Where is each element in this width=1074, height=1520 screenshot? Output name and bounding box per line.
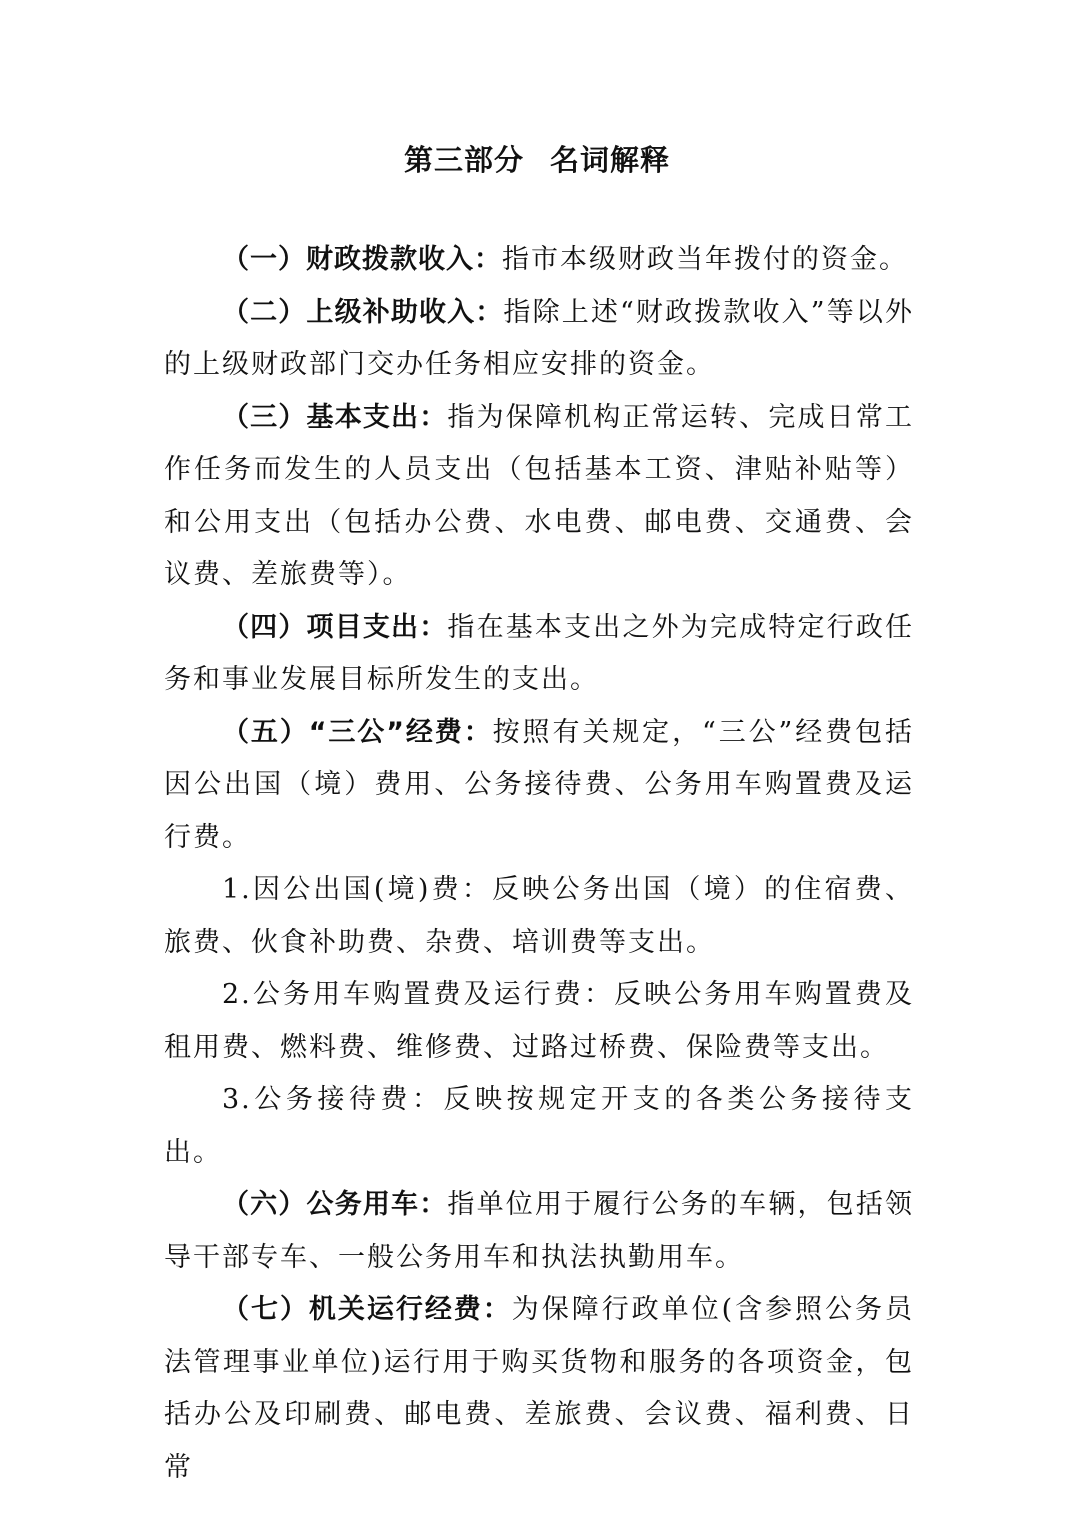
paragraph-text: 2.公务用车购置费及运行费：反映公务用车购置费及租用费、燃料费、维修费、过路过桥费、保险费等支出。 — [164, 979, 914, 1063]
paragraph-text: 指市本级财政当年拨付的资金。 — [502, 244, 908, 275]
paragraph-text: 指为保障机构正常运转、完成日常工作任务而发生的人员支出（包括基本工资、津贴补贴等）和公用支出（包括办公费、水电费、邮电费、交通费、会议费、差旅费等）。 — [164, 401, 915, 590]
term-label: （一）财政拨款收入： — [222, 244, 502, 275]
title-part: 第三部分 — [403, 143, 524, 177]
paragraph-text: 指单位用于履行公务的车辆，包括领导干部专车、一般公务用车和执法执勤用车。 — [164, 1189, 915, 1273]
paragraph-9 — [164, 1179, 914, 1284]
paragraph-3 — [164, 392, 914, 602]
term-label: （四）项目支出： — [222, 611, 448, 643]
paragraph-7 — [164, 969, 914, 1074]
title-name: 名词解释 — [550, 143, 671, 177]
paragraph-text: 1.因公出国(境)费：反映公务出国（境）的住宿费、旅费、伙食补助费、杂费、培训费等支出。 — [164, 874, 914, 958]
paragraph-text: 为保障行政单位(含参照公务员法管理事业单位)运行用于购买货物和服务的各项资金，包括办公及印刷费、邮电费、差旅费、会议费、福利费、日常 — [164, 1294, 914, 1483]
paragraph-5 — [164, 707, 914, 865]
paragraph-4 — [164, 602, 914, 707]
paragraph-text: 指在基本支出之外为完成特定行政任务和事业发展目标所发生的支出。 — [164, 611, 915, 695]
term-label: （三）基本支出： — [222, 401, 448, 433]
term-label: （二）上级补助收入： — [222, 296, 504, 328]
paragraph-1 — [164, 234, 914, 287]
document-body — [164, 234, 914, 1494]
paragraph-text: 3.公务接待费：反映按规定开支的各类公务接待支出。 — [164, 1084, 914, 1168]
paragraph-8 — [164, 1074, 914, 1179]
term-label: （七）机关运行经费： — [222, 1294, 512, 1325]
paragraph-6 — [164, 864, 914, 969]
paragraph-text: 按照有关规定，“三公”经费包括因公出国（境）费用、公务接待费、公务用车购置费及运行费。 — [164, 716, 915, 853]
paragraph-2 — [164, 287, 914, 392]
page-title — [0, 138, 1074, 182]
paragraph-text: 指除上述“财政拨款收入”等以外的上级财政部门交办任务相应安排的资金。 — [164, 296, 915, 380]
term-label: （五）“三公”经费： — [222, 716, 493, 748]
paragraph-10 — [164, 1284, 914, 1494]
term-label: （六）公务用车： — [222, 1189, 448, 1220]
